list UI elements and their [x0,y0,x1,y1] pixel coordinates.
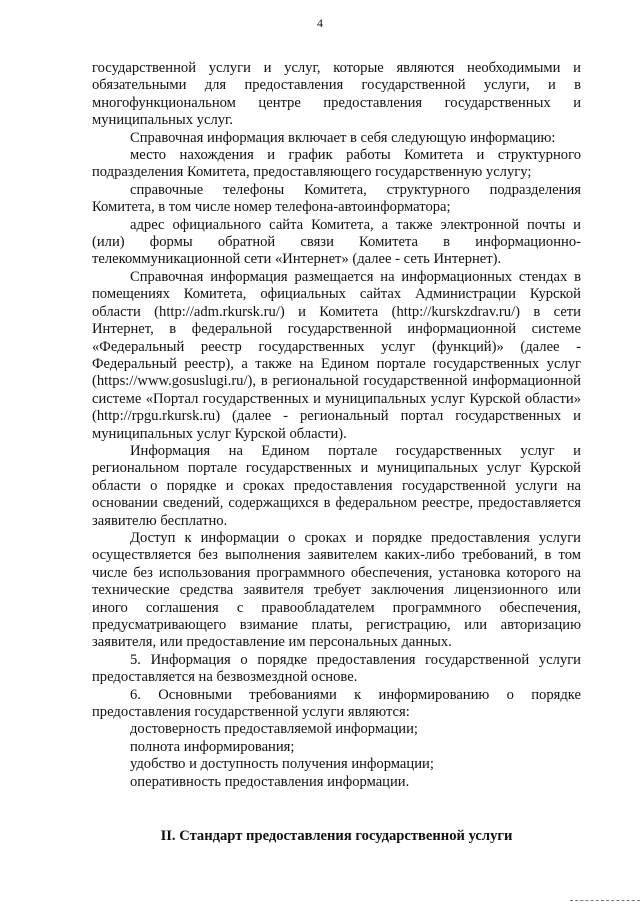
section-heading: II. Стандарт предоставления государственной услуги [160,828,513,844]
requirement-item: оперативность предоставления информации. [130,773,410,790]
page-number: 4 [317,16,323,30]
paragraph-continuation: государственной услуги и услуг, которые являются необходимыми и обязательными для предоставления государственной услуги, и в многофункциональном центре предоставления государственных и муниципальных услуг. [92,60,581,129]
paragraph-reference-info-intro: Справочная информация включает в себя следующую информацию: [130,129,556,146]
document-body [92,60,581,791]
paragraph-website-email: адрес официального сайта Комитета, а также электронной почты и (или) формы обратной связи Комитета в информационно-телекоммуникационной сети «Интернет» (далее - сеть Интернет). [92,216,581,268]
paragraph-access: Доступ к информации о сроках и порядке предоставления услуги осуществляется без выполнения заявителем каких-либо требований, в том числе без использования программного обеспечения, установка которого на технические средства заявителя требует заключения лицензионного или иного соглашения с правообладателем программного обеспечения, предусматривающего взимание платы, регистрацию, или авторизацию заявителя, или предоставление им персональных данных. [92,529,581,651]
requirement-item: удобство и доступность получения информации; [130,756,434,773]
paragraph-item-6: 6. Основными требованиями к информированию о порядке предоставления государственной услуги являются: [92,686,581,721]
paragraph-info-placement: Справочная информация размещается на информационных стендах в помещениях Комитета, официальных сайтах Администрации Курской области (http://adm.rkursk.ru/) и Комитета (http://kurskzdrav.ru/) в сети Интернет, в федеральной государственной информационной системе «Федеральный реестр государственных услуг (функций)» (далее - Федеральный реестр), а также на Едином портале государственных услуг (https://www.gosuslugi.ru/), в региональной государственной информационной системе «Портал государственных и муниципальных услуг Курской области» (http://rpgu.rkursk.ru) (далее - региональный портал государственных и муниципальных услуг Курской области). [92,268,581,442]
paragraph-location-schedule: место нахождения и график работы Комитета и структурного подразделения Комитета, предоставляющего государственную услугу; [92,147,581,181]
requirement-item: полнота информирования; [130,738,295,755]
paragraph-item-5: 5. Информация о порядке предоставления государственной услуги предоставляется на безвозмездной основе. [92,651,581,686]
requirement-item: достоверность предоставляемой информации; [130,721,418,738]
paragraph-phones: справочные телефоны Комитета, структурного подразделения Комитета, в том числе номер телефона-автоинформатора; [92,181,581,216]
paragraph-portal-info: Информация на Едином портале государственных услуг и региональном портале государственных и муниципальных услуг Курской области о порядке и сроках предоставления государственной услуги на основании сведений, содержащихся в федеральном реестре, предоставляется заявителю бесплатно. [92,442,581,529]
footer-line [570,900,640,902]
